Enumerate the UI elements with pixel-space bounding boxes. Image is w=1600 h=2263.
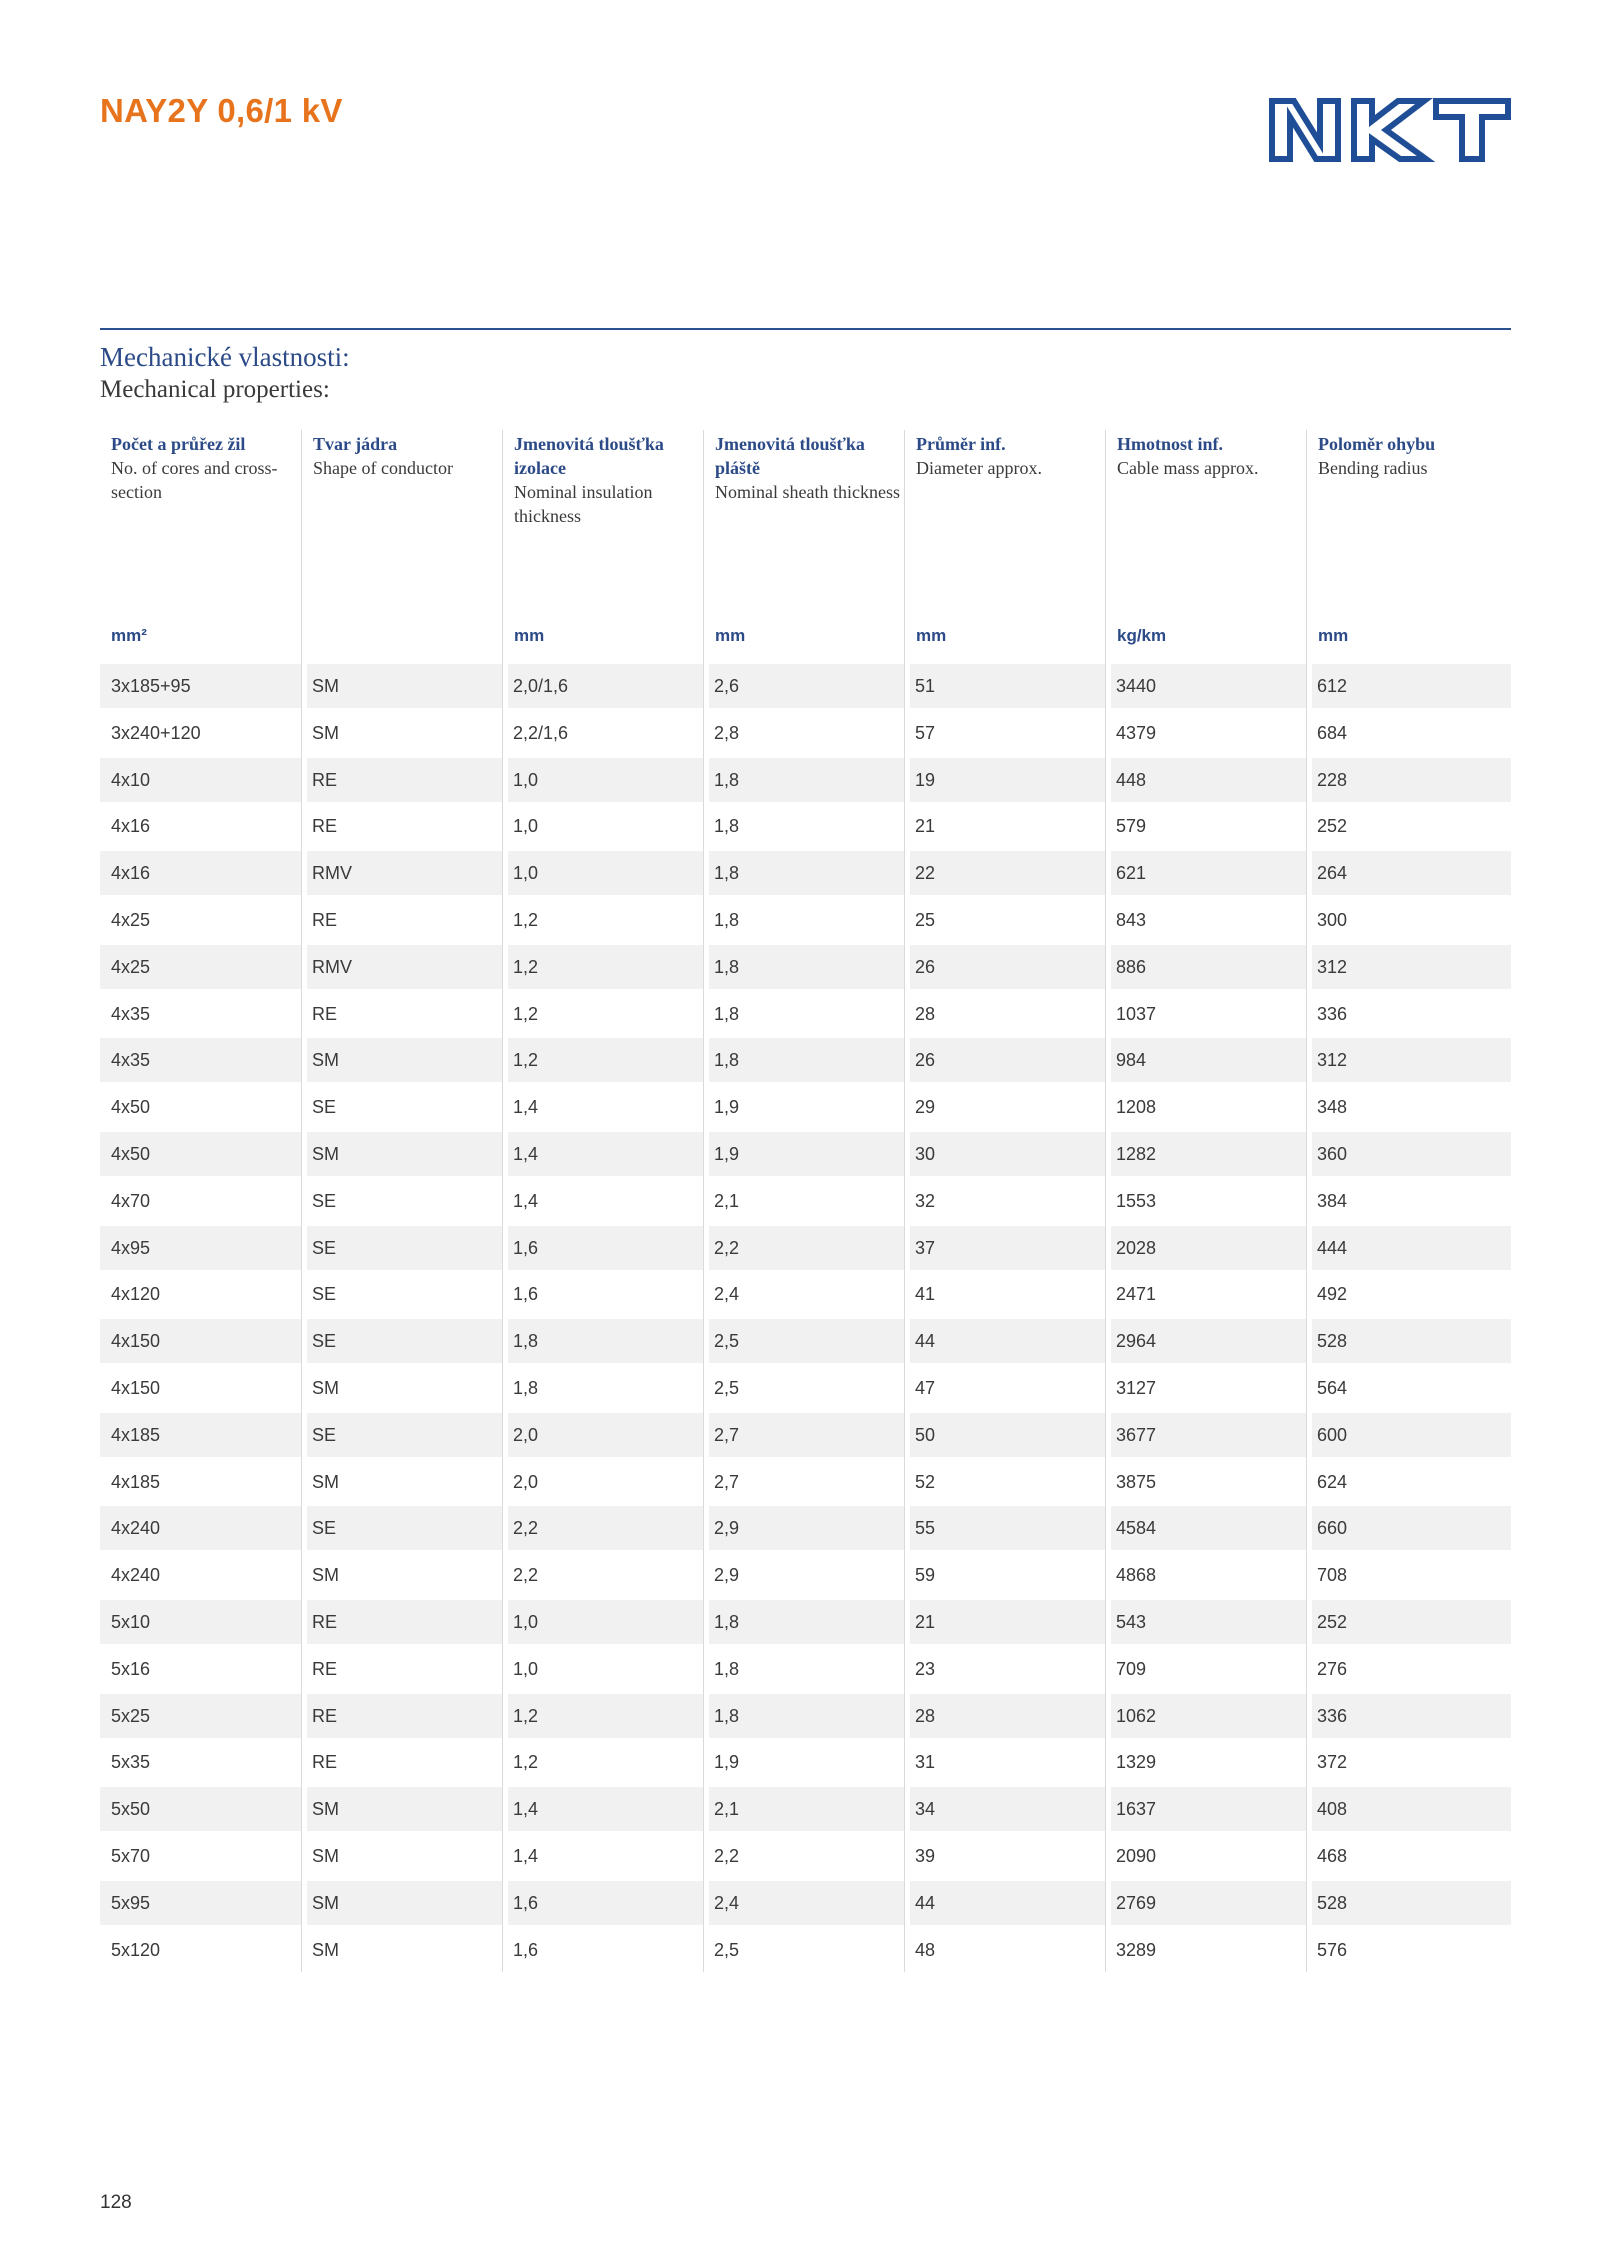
table-cell: 276 [1317,1658,1348,1679]
table-cell: 2,9 [714,1518,740,1539]
table-cell: 23 [915,1658,936,1679]
table-cell: 44 [915,1331,936,1352]
column-header-cz: Jmenovitá tloušťka pláště [715,434,865,478]
mechanical-properties-table [100,430,1511,1972]
table-cell: 448 [1116,769,1147,790]
table-cell: 528 [1317,1892,1348,1913]
table-cell: 528 [1317,1331,1348,1352]
table-cell: 1,2 [513,1705,539,1726]
table-cell: 1,0 [513,1658,539,1679]
table-cell: RE [312,1003,338,1024]
table-cell: 1,6 [513,1284,539,1305]
table-cell: 2,4 [714,1892,740,1913]
table-cell: 5x35 [111,1752,151,1773]
table-cell: 1,0 [513,816,539,837]
table-row [100,1317,1511,1364]
table-row [100,943,1511,990]
table-cell: 1,6 [513,1939,539,1960]
page-title: NAY2Y 0,6/1 kV [100,92,343,129]
table-cell: 1,4 [513,1097,539,1118]
table-cell: 1,8 [714,863,740,884]
table-cell: SM [312,1799,339,1820]
page-number: 128 [100,2192,132,2213]
table-cell: 37 [915,1237,936,1258]
table-cell: 2090 [1116,1845,1157,1866]
table-cell: SE [312,1518,337,1539]
table-row [100,802,1511,849]
table-cell: 2,5 [714,1331,740,1352]
table-row [100,1879,1511,1926]
table-cell: 26 [915,956,936,977]
table-cell: 2,7 [714,1424,740,1445]
table-cell: 2028 [1116,1237,1157,1258]
table-cell: 4x185 [111,1471,161,1492]
column-header [904,430,1105,662]
table-cell: 1,8 [714,816,740,837]
table-cell: 4x120 [111,1284,161,1305]
table-row [100,1598,1511,1645]
column-unit: mm² [111,626,147,645]
table-row [100,1270,1511,1317]
table-cell: SE [312,1284,337,1305]
table-cell: 2471 [1116,1284,1157,1305]
table-cell: 843 [1116,909,1147,930]
table-row [100,1738,1511,1785]
column-unit: mm [514,626,545,645]
table-cell: 5x70 [111,1845,151,1866]
column-header-en: Nominal insulation thickness [514,482,653,526]
table-cell: SE [312,1237,337,1258]
table-cell: 1208 [1116,1097,1157,1118]
table-cell: 5x25 [111,1705,151,1726]
table-cell: 28 [915,1705,936,1726]
table-row [100,1130,1511,1177]
column-header-en: Diameter approx. [916,458,1042,478]
table-cell: 660 [1317,1518,1348,1539]
table-cell: 1,8 [513,1331,539,1352]
table-cell: 2,8 [714,722,740,743]
table-cell: 492 [1317,1284,1348,1305]
table-row [100,1504,1511,1551]
column-header-en: Nominal sheath thickness [715,482,900,502]
table-cell: 21 [915,1611,936,1632]
table-cell: 41 [915,1284,936,1305]
table-cell: 1037 [1116,1003,1157,1024]
table-cell: 2,2 [714,1237,740,1258]
column-header-en: Cable mass approx. [1117,458,1259,478]
table-cell: 264 [1317,863,1348,884]
table-row [100,1645,1511,1692]
table-row [100,1083,1511,1130]
table-row [100,1926,1511,1973]
table-cell: 576 [1317,1939,1348,1960]
table-cell: 360 [1317,1143,1348,1164]
table-row [100,1785,1511,1832]
table-cell: 2,2 [513,1565,539,1586]
table-cell: SM [312,1050,339,1071]
table-cell: 30 [915,1143,936,1164]
table-cell: 29 [915,1097,936,1118]
table-cell: 3x185+95 [111,676,191,696]
table-cell: 1,2 [513,1050,539,1071]
column-header-cz: Hmotnost inf. [1117,434,1224,454]
table-cell: 564 [1317,1377,1348,1398]
table-cell: 3289 [1116,1939,1157,1960]
table-cell: 4x16 [111,863,151,884]
table-row [100,1692,1511,1739]
table-cell: 25 [915,909,936,930]
table-cell: 1,4 [513,1143,539,1164]
table-cell: 2,0 [513,1471,539,1492]
table-cell: RE [312,1705,338,1726]
table-cell: 26 [915,1050,936,1071]
table-cell: RE [312,1611,338,1632]
table-cell: SE [312,1424,337,1445]
column-unit: mm [916,626,947,645]
column-header-en: Shape of conductor [313,458,453,478]
table-cell: 709 [1116,1658,1147,1679]
table-cell: 4868 [1116,1565,1157,1586]
table-cell: 4x25 [111,909,151,930]
table-row [100,709,1511,756]
column-unit: kg/km [1117,626,1167,645]
table-row [100,849,1511,896]
column-header-en: Bending radius [1318,458,1428,478]
table-cell: 2,1 [714,1799,740,1820]
table-cell: 3677 [1116,1424,1157,1445]
table-cell: 600 [1317,1424,1348,1445]
table-cell: RMV [312,863,352,884]
table-cell: 1,8 [714,1003,740,1024]
table-cell: 2,9 [714,1565,740,1586]
table-cell: 4x10 [111,769,151,790]
table-cell: 336 [1317,1003,1348,1024]
table-row [100,1364,1511,1411]
table-cell: 2,5 [714,1377,740,1398]
table-cell: 4x240 [111,1518,161,1539]
table-cell: 684 [1317,722,1348,743]
table-cell: 1,8 [714,1611,740,1632]
table-cell: 47 [915,1377,936,1398]
table-cell: 312 [1317,956,1348,977]
table-cell: 1,8 [714,1705,740,1726]
table-cell: 3x240+120 [111,722,201,743]
table-row [100,1036,1511,1083]
table-cell: 1,2 [513,1752,539,1773]
column-header-en: No. of cores and cross-section [111,458,278,502]
table-cell: 5x16 [111,1658,151,1679]
table-cell: 4x95 [111,1237,151,1258]
table-cell: 4x50 [111,1143,151,1164]
table-cell: 1,8 [714,909,740,930]
table-cell: 886 [1116,956,1147,977]
table-cell: 1553 [1116,1190,1157,1211]
table-cell: RE [312,1658,338,1679]
table-cell: 252 [1317,1611,1348,1632]
table-cell: 2964 [1116,1331,1157,1352]
table-cell: 4584 [1116,1518,1157,1539]
column-header-cz: Počet a průřez žil [111,434,246,454]
table-cell: 1,4 [513,1845,539,1866]
column-header [100,430,301,662]
table-row [100,1458,1511,1505]
table-cell: 2,4 [714,1284,740,1305]
table-cell: 57 [915,722,936,743]
table-cell: 2,0/1,6 [513,676,569,696]
table-cell: 51 [915,676,936,696]
table-cell: 1,9 [714,1143,740,1164]
table-cell: 2,5 [714,1939,740,1960]
table-cell: SM [312,1845,339,1866]
table-cell: 1,2 [513,956,539,977]
table-cell: 31 [915,1752,936,1773]
table-cell: 3875 [1116,1471,1157,1492]
table-cell: 22 [915,863,936,884]
table-row [100,1551,1511,1598]
table-cell: 3127 [1116,1377,1157,1398]
section-divider [100,328,1511,330]
column-header-cz: Tvar jádra [313,434,398,454]
table-body [100,662,1511,1972]
table-cell: 4x240 [111,1565,161,1586]
table-cell: 984 [1116,1050,1147,1071]
table-cell: SM [312,1565,339,1586]
table-cell: 1,8 [714,1658,740,1679]
table-row [100,1224,1511,1271]
table-row [100,756,1511,803]
table-cell: 1637 [1116,1799,1157,1820]
table-cell: 2769 [1116,1892,1157,1913]
table-cell: 4x35 [111,1050,151,1071]
table-cell: 336 [1317,1705,1348,1726]
table-cell: 5x50 [111,1799,151,1820]
table-cell: 4x16 [111,816,151,837]
column-header [1105,430,1306,662]
table-cell: 5x95 [111,1892,151,1913]
table-cell: 2,7 [714,1471,740,1492]
table-cell: 300 [1317,909,1348,930]
column-header [502,430,703,662]
table-cell: 5x10 [111,1611,151,1632]
table-cell: RE [312,1752,338,1773]
table-cell: 44 [915,1892,936,1913]
table-cell: 1,4 [513,1190,539,1211]
table-cell: 50 [915,1424,936,1445]
table-cell: 3440 [1116,676,1157,696]
table-cell: 579 [1116,816,1147,837]
table-cell: 1,0 [513,1611,539,1632]
column-unit: mm [1318,626,1349,645]
table-cell: 21 [915,816,936,837]
table-cell: 1,2 [513,1003,539,1024]
table-cell: 34 [915,1799,936,1820]
table-cell: 55 [915,1518,936,1539]
table-cell: 2,2/1,6 [513,722,569,743]
table-row [100,990,1511,1037]
section-title: Mechanické vlastnosti: [100,342,350,372]
table-cell: SM [312,1143,339,1164]
table-cell: 444 [1317,1237,1348,1258]
table-cell: 4x70 [111,1190,151,1211]
table-cell: SM [312,676,339,696]
table-cell: 1,9 [714,1097,740,1118]
table-cell: 252 [1317,816,1348,837]
table-row [100,1411,1511,1458]
table-cell: RE [312,816,338,837]
table-cell: SM [312,722,339,743]
table-cell: 312 [1317,1050,1348,1071]
table-row [100,896,1511,943]
table-cell: 2,1 [714,1190,740,1211]
table-row [100,662,1511,709]
table-cell: 4x150 [111,1377,161,1398]
table-cell: 543 [1116,1611,1147,1632]
column-header [301,430,502,662]
table-cell: 52 [915,1471,936,1492]
table-cell: 384 [1317,1190,1348,1211]
table-cell: 408 [1317,1799,1348,1820]
table-cell: SM [312,1892,339,1913]
table-cell: 1,9 [714,1752,740,1773]
table-cell: RE [312,769,338,790]
table-header [100,430,1511,662]
table-cell: 4x35 [111,1003,151,1024]
table-cell: 1,6 [513,1237,539,1258]
section-subtitle: Mechanical properties: [100,376,330,403]
column-header-cz: Jmenovitá tloušťka izolace [514,434,664,478]
table-cell: RE [312,909,338,930]
table-cell: 1329 [1116,1752,1157,1773]
table-cell: 1,8 [714,956,740,977]
table-cell: 4x150 [111,1331,161,1352]
table-cell: 28 [915,1003,936,1024]
table-cell: SM [312,1939,339,1960]
table-cell: 4x25 [111,956,151,977]
table-cell: 1,0 [513,863,539,884]
table-cell: 2,6 [714,676,740,696]
table-cell: RMV [312,956,352,977]
table-cell: 624 [1317,1471,1348,1492]
column-header [1306,430,1511,662]
table-row [100,1832,1511,1879]
column-unit: mm [715,626,746,645]
table-cell: 4x185 [111,1424,161,1445]
column-header-cz: Poloměr ohybu [1318,434,1436,454]
table-cell: 468 [1317,1845,1348,1866]
table-cell: 48 [915,1939,936,1960]
table-cell: SM [312,1471,339,1492]
table-row [100,1177,1511,1224]
table-cell: 708 [1317,1565,1348,1586]
table-cell: 19 [915,769,936,790]
table-cell: 4x50 [111,1097,151,1118]
table-cell: 612 [1317,676,1348,696]
table-cell: 1,0 [513,769,539,790]
table-cell: SE [312,1331,337,1352]
table-cell: SE [312,1190,337,1211]
table-cell: 32 [915,1190,936,1211]
table-cell: SM [312,1377,339,1398]
table-cell: 621 [1116,863,1147,884]
nkt-logo-icon [1268,97,1511,163]
table-cell: 1,4 [513,1799,539,1820]
table-cell: 1282 [1116,1143,1157,1164]
table-cell: 5x120 [111,1939,161,1960]
table-cell: 59 [915,1565,936,1586]
table-cell: 372 [1317,1752,1348,1773]
table-cell: 228 [1317,769,1348,790]
table-cell: 1,8 [714,1050,740,1071]
table-cell: 1,8 [714,769,740,790]
table-cell: 1,8 [513,1377,539,1398]
table-cell: 2,0 [513,1424,539,1445]
table-cell: 348 [1317,1097,1348,1118]
column-header-cz: Průměr inf. [916,434,1006,454]
table-cell: 4379 [1116,722,1157,743]
table-cell: 2,2 [513,1518,539,1539]
table-cell: SE [312,1097,337,1118]
table-cell: 1,2 [513,909,539,930]
table-cell: 2,2 [714,1845,740,1866]
table-cell: 39 [915,1845,936,1866]
table-cell: 1062 [1116,1705,1157,1726]
table-cell: 1,6 [513,1892,539,1913]
column-header [703,430,904,662]
